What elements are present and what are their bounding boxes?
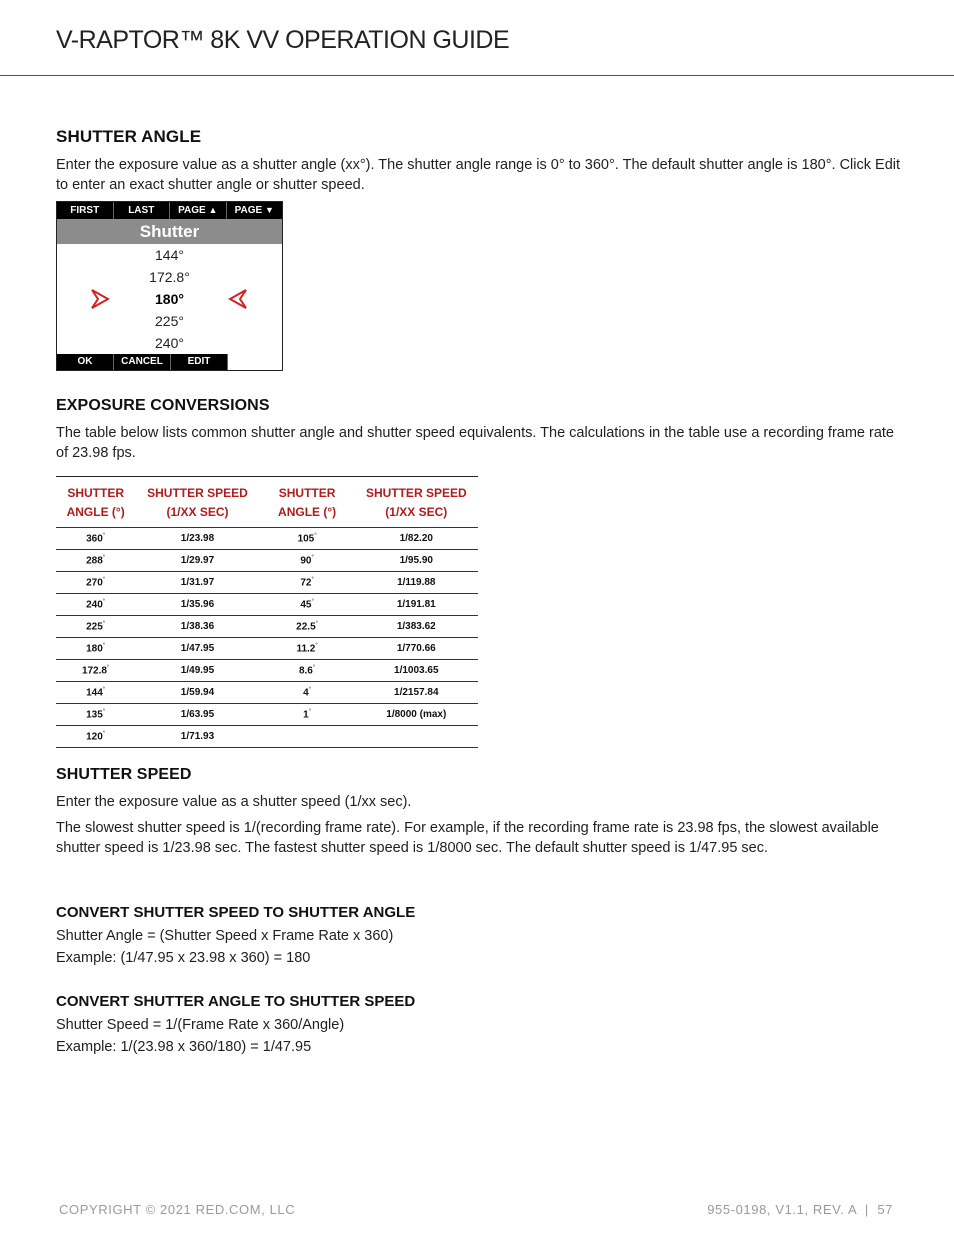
table-cell: 72° [260, 572, 355, 594]
table-cell: 4° [260, 682, 355, 704]
col-header-shutter-angle: SHUTTER ANGLE (°) [56, 477, 135, 528]
table-row [56, 528, 478, 550]
degree-mark: ° [102, 642, 106, 649]
table-cell: 1/1003.65 [355, 660, 478, 682]
table-row [56, 682, 478, 704]
table-cell: 1/770.66 [355, 638, 478, 660]
table-cell: 1/63.95 [135, 704, 259, 726]
table-cell: 1° [260, 704, 355, 726]
degree-mark: ° [102, 532, 106, 539]
menu-option[interactable]: 240° [155, 335, 184, 351]
header-rule [0, 75, 954, 76]
table-cell: 120° [56, 726, 135, 748]
degree-mark: ° [308, 686, 312, 693]
degree-mark: ° [102, 554, 106, 561]
table-cell [355, 726, 478, 748]
table-cell: 11.2° [260, 638, 355, 660]
degree-mark: ° [102, 686, 106, 693]
table-row [56, 704, 478, 726]
degree-mark: ° [102, 576, 106, 583]
table-row [56, 572, 478, 594]
table-cell: 288° [56, 550, 135, 572]
degree-mark: ° [312, 664, 316, 671]
table-row [56, 660, 478, 682]
shutter-angle-heading: SHUTTER ANGLE [56, 127, 202, 146]
table-cell: 144° [56, 682, 135, 704]
table-cell: 1/95.90 [355, 550, 478, 572]
table-row [56, 594, 478, 616]
page-up-button[interactable]: PAGE ▲ [170, 202, 227, 219]
table-cell: 1/383.62 [355, 616, 478, 638]
table-cell: 22.5° [260, 616, 355, 638]
table-cell: 45° [260, 594, 355, 616]
col-header-shutter-speed-2: SHUTTER SPEED (1/XX SEC) [355, 477, 478, 528]
table-cell: 1/47.95 [135, 638, 259, 660]
table-cell: 1/119.88 [355, 572, 478, 594]
table-header-row [56, 477, 478, 528]
table-cell: 172.8° [56, 660, 135, 682]
triangle-down-icon: ▼ [264, 205, 274, 215]
table-cell: 270° [56, 572, 135, 594]
table-cell: 1/38.36 [135, 616, 259, 638]
table-cell: 105° [260, 528, 355, 550]
degree-mark: ° [106, 664, 110, 671]
table-row [56, 726, 478, 748]
convert-angle-to-speed-formula: Shutter Speed = 1/(Frame Rate x 360/Angle) [56, 1017, 345, 1033]
conversion-table [56, 476, 478, 748]
table-cell: 1/8000 (max) [355, 704, 478, 726]
col-header-shutter-angle-2: SHUTTER ANGLE (°) [260, 477, 355, 528]
exposure-conversions-heading: EXPOSURE CONVERSIONS [56, 397, 270, 414]
table-cell: 1/23.98 [135, 528, 259, 550]
degree-mark: ° [308, 708, 312, 715]
convert-angle-to-speed-example: Example: 1/(23.98 x 360/180) = 1/47.95 [56, 1039, 312, 1055]
degree-mark: ° [314, 532, 317, 539]
table-cell: 225° [56, 616, 135, 638]
menu-option[interactable]: 225° [155, 313, 184, 329]
menu-option-selected[interactable]: 180° [155, 291, 184, 307]
degree-mark: ° [311, 554, 314, 561]
table-cell: 1/82.20 [355, 528, 478, 550]
shutter-menu-screenshot [56, 201, 283, 371]
shutter-angle-body: Enter the exposure value as a shutter angle (xx°). The shutter angle range is 0° to 360°. The default shutter angle is 180°. Click Edit to enter an exact shutter angle or shutter speed. [56, 157, 901, 193]
table-row [56, 638, 478, 660]
col-header-shutter-speed: SHUTTER SPEED (1/XX SEC) [135, 477, 259, 528]
menu-option[interactable]: 172.8° [149, 269, 190, 285]
table-cell: 8.6° [260, 660, 355, 682]
convert-speed-to-angle-example: Example: (1/47.95 x 23.98 x 360) = 180 [56, 950, 311, 966]
page-header-title: V-RAPTOR™ 8K VV OPERATION GUIDE [56, 26, 510, 54]
table-row [56, 616, 478, 638]
table-cell [260, 726, 355, 748]
degree-mark: ° [102, 620, 106, 627]
table-row [56, 550, 478, 572]
table-cell: 1/31.97 [135, 572, 259, 594]
shutter-speed-body-2: The slowest shutter speed is 1/(recording frame rate). For example, if the recording frame rate is 23.98 fps, the slowest available shutter speed is 1/23.98 sec. The fastest shutter speed is 1/8000 sec. The default shutter speed is 1/47.95 sec. [56, 820, 879, 856]
convert-angle-to-speed-heading: CONVERT SHUTTER ANGLE TO SHUTTER SPEED [56, 993, 416, 1010]
table-cell: 90° [260, 550, 355, 572]
last-button[interactable]: LAST [114, 202, 171, 219]
triangle-up-icon: ▲ [208, 205, 218, 215]
shutter-speed-heading: SHUTTER SPEED [56, 766, 192, 783]
degree-mark: ° [102, 730, 106, 737]
selector-left-arrow-icon [228, 289, 248, 309]
menu-title: Shutter [57, 219, 282, 244]
edit-button[interactable]: EDIT [171, 354, 228, 370]
convert-speed-to-angle-heading: CONVERT SHUTTER SPEED TO SHUTTER ANGLE [56, 904, 416, 921]
menu-option[interactable]: 144° [155, 247, 184, 263]
ok-button[interactable]: OK [57, 354, 114, 370]
table-cell: 1/2157.84 [355, 682, 478, 704]
selector-right-arrow-icon [90, 289, 110, 309]
degree-mark: ° [102, 598, 106, 605]
table-cell: 1/191.81 [355, 594, 478, 616]
menu-bottom-bar [57, 354, 228, 370]
table-cell: 1/49.95 [135, 660, 259, 682]
convert-speed-to-angle-formula: Shutter Angle = (Shutter Speed x Frame Rate x 360) [56, 928, 394, 944]
table-cell: 1/29.97 [135, 550, 259, 572]
table-cell: 135° [56, 704, 135, 726]
degree-mark: ° [315, 620, 319, 627]
degree-mark: ° [311, 598, 314, 605]
table-cell: 180° [56, 638, 135, 660]
table-cell: 1/59.94 [135, 682, 259, 704]
first-button[interactable]: FIRST [57, 202, 114, 219]
degree-mark: ° [102, 708, 106, 715]
cancel-button[interactable]: CANCEL [114, 354, 171, 370]
table-cell: 1/71.93 [135, 726, 259, 748]
degree-mark: ° [315, 642, 318, 649]
menu-top-bar [57, 202, 282, 219]
table-cell: 1/35.96 [135, 594, 259, 616]
page-down-button[interactable]: PAGE ▼ [234, 205, 274, 216]
degree-mark: ° [311, 576, 314, 583]
table-cell: 240° [56, 594, 135, 616]
footer-doc-ref: 955-0198, V1.1, REV. A | 57 [707, 1202, 893, 1217]
shutter-speed-body-1: Enter the exposure value as a shutter speed (1/xx sec). [56, 794, 412, 810]
footer-copyright: COPYRIGHT © 2021 RED.COM, LLC [59, 1202, 296, 1217]
exposure-conversions-body: The table below lists common shutter angle and shutter speed equivalents. The calculations in the table use a recording frame rate of 23.98 fps. [56, 425, 894, 461]
table-cell: 360° [56, 528, 135, 550]
